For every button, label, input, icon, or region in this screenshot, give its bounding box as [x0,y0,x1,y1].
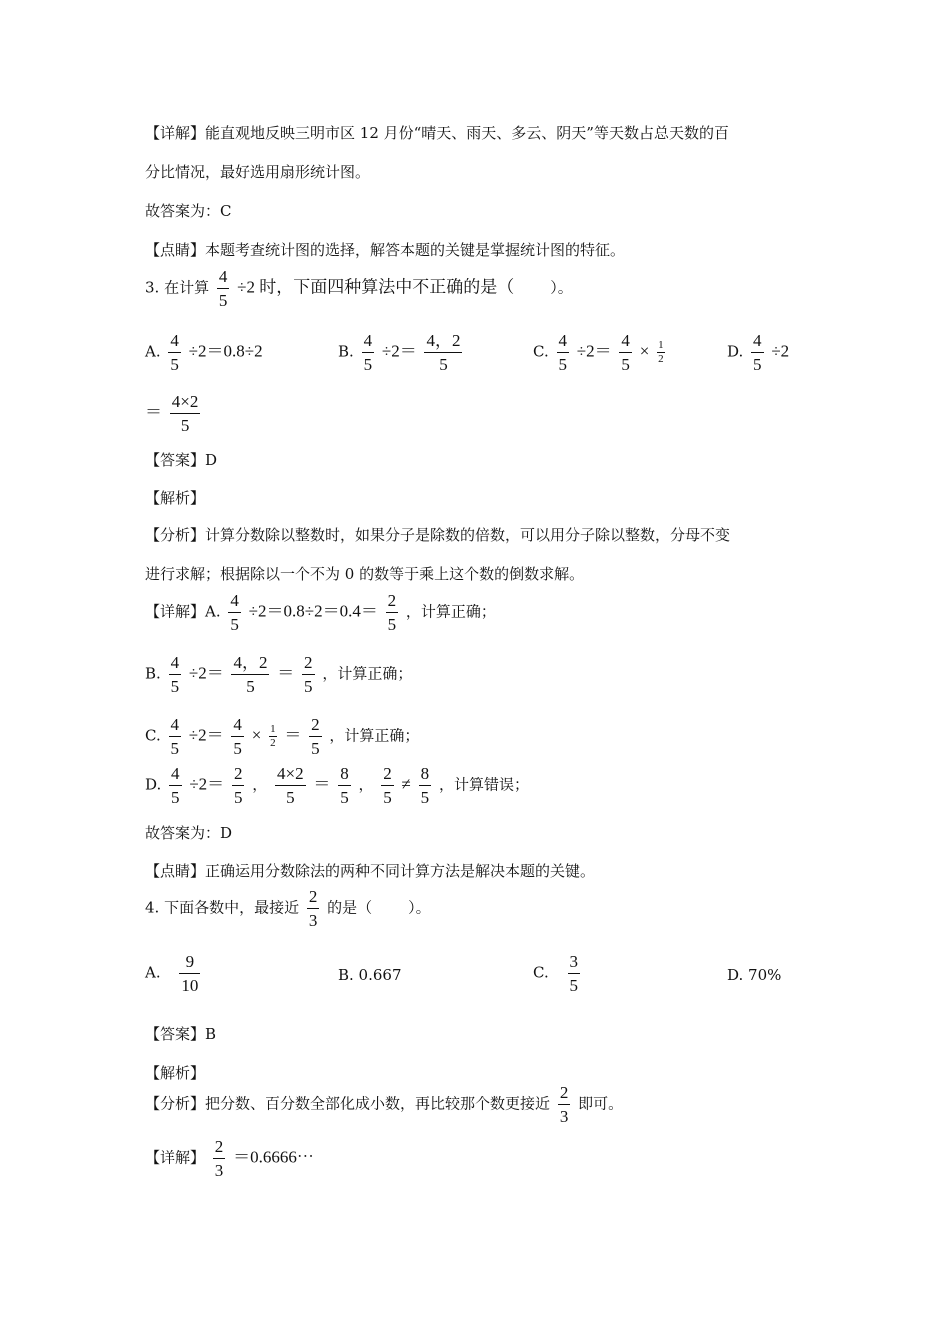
fraction-4-5: $\frac{4}{5}$ [558,331,567,374]
fraction-4c2-5: $\frac{4,2}{5}$ [426,331,461,374]
fraction-4-5: $\frac{4}{5}$ [363,331,373,374]
question-4-stem: 4. 下面各数中，最接近 $\frac{2}{3}$ 的是（ ）。 [145,887,431,930]
answer-c: 故答案为：C [145,202,232,220]
q4-answer: 【答案】B [145,1025,217,1043]
fraction-8-5: $\frac{8}{5}$ [340,764,349,807]
fraction-4-5: $\frac{4}{5}$ [753,331,762,374]
q3-detail-d: D. $\frac{4}{5}$ ÷2＝ $\frac{2}{5}$ ， $\frac{4\times 2}{5}$ ＝ $\frac{8}{5}$ ， $\frac{2}{5}$ ≠ $\frac{8}{5}$ ，计算错误； [145,764,529,807]
fraction-8-5: $\frac{8}{5}$ [420,764,430,807]
q3-analysis: 【分析】计算分数除以整数时，如果分子是除数的倍数，可以用分子除以整数，分母不变 [145,526,731,544]
q3-stem-c: ）。 [550,278,573,297]
fraction-4x2-5: $\frac{4\times 2}{5}$ [171,392,199,435]
q3-option-c: C. $\frac{4}{5}$ ÷2＝ $\frac{4}{5}$ × $\frac{1}{2}$ [533,331,664,374]
q4-detail: 【详解】 $\frac{2}{3}$ ＝0.6666⋯ [145,1137,314,1180]
fraction-4-5: $\frac{4}{5}$ [171,764,180,807]
fraction-4-5: $\frac{4}{5}$ [170,653,180,696]
analysis-heading: 【解析】 [145,489,206,507]
fraction-3-5: $\frac{3}{5}$ [569,952,578,995]
fraction-4-5: $\frac{4}{5}$ [230,591,239,634]
fraction-2-3: $\frac{2}{3}$ [214,1137,224,1180]
question-3-stem [145,268,573,309]
q4-option-c: C. $\frac{3}{5}$ [533,952,578,995]
answer-d: 故答案为：D [145,824,233,842]
q3-detail-a: 【详解】A. $\frac{4}{5}$ ÷2＝0.8÷2＝0.4＝ $\frac{2}{5}$ ，计算正确； [145,591,496,634]
fraction-2-5: $\frac{2}{5}$ [311,715,320,758]
fraction-2-5: $\frac{2}{5}$ [233,764,243,807]
fraction-4-5: $\frac{4}{5}$ [170,715,179,758]
q3-option-d: D. $\frac{4}{5}$ ÷2 [727,331,790,374]
fraction-4c2-5: $\frac{4,2}{5}$ [233,653,268,696]
fraction-9-10: $\frac{9}{10}$ [181,952,199,995]
q4-analysis: 【分析】把分数、百分数全部化成小数，再比较那个数更接近 $\frac{2}{3}$ 即可。 [145,1083,624,1126]
q3-stem-b: ÷2 时，下面四种算法中不正确的是（ [237,277,515,297]
fraction-1-2: $\frac{1}{2}$ [270,723,276,749]
q4-option-a: A. $\frac{9}{10}$ [145,952,199,995]
q3-detail-b: B. $\frac{4}{5}$ ÷2＝ $\frac{4,2}{5}$ ＝ $\frac{2}{5}$ ，计算正确； [145,653,413,696]
fraction-2-3: $\frac{2}{3}$ [559,1083,569,1126]
comment-tag: 【点睛】 [145,241,206,259]
q4-analysis-heading: 【解析】 [145,1064,206,1082]
fraction-2-5: $\frac{2}{5}$ [304,653,313,696]
fraction-2-3: $\frac{2}{3}$ [308,887,318,930]
fraction-4x2-5: $\frac{4\times 2}{5}$ [277,764,304,807]
q3-option-d-continued: ＝ $\frac{4\times 2}{5}$ [145,392,199,435]
comment-paragraph [145,239,625,260]
fraction-1-2: $\frac{1}{2}$ [658,339,664,365]
detail-tag: 【详解】 [145,124,206,142]
q3-comment: 【点睛】正确运用分数除法的两种不同计算方法是解决本题的关键。 [145,862,596,880]
q3-option-a: A. $\frac{4}{5}$ ÷2＝0.8÷2 [145,331,263,374]
answer-tag: 【答案】D [145,451,218,469]
q4-option-d: D. 70% [727,966,782,984]
fraction-4-5: $\frac{4}{5}$ [621,331,630,374]
detail-text-line2: 分比情况，最好选用扇形统计图。 [145,163,371,181]
fraction-2-5: $\frac{2}{5}$ [387,591,397,634]
fraction-4-5: $\frac{4}{5}$ [233,715,242,758]
q3-option-b: B. $\frac{4}{5}$ ÷2＝ $\frac{4,2}{5}$ [338,331,461,374]
detail-paragraph [145,122,729,143]
q3-analysis-line2: 进行求解；根据除以一个不为 0 的数等于乘上这个数的倒数求解。 [145,565,585,583]
fraction-4-5: $\frac{4}{5}$ [218,267,228,310]
detail-text-line1: 能直观地反映三明市区 12 月份“晴天、雨天、多云、阴天”等天数占总天数的百 [205,124,729,142]
fraction-2-5: $\frac{2}{5}$ [383,764,392,807]
fraction-4-5: $\frac{4}{5}$ [170,331,179,374]
q3-detail-c: C. $\frac{4}{5}$ ÷2＝ $\frac{4}{5}$ × $\frac{1}{2}$ ＝ $\frac{2}{5}$ ，计算正确； [145,715,420,758]
q4-option-b: B. 0.667 [338,966,402,984]
q3-stem-a: 3. 在计算 [145,278,210,297]
comment-text: 本题考查统计图的选择，解答本题的关键是掌握统计图的特征。 [205,241,626,259]
